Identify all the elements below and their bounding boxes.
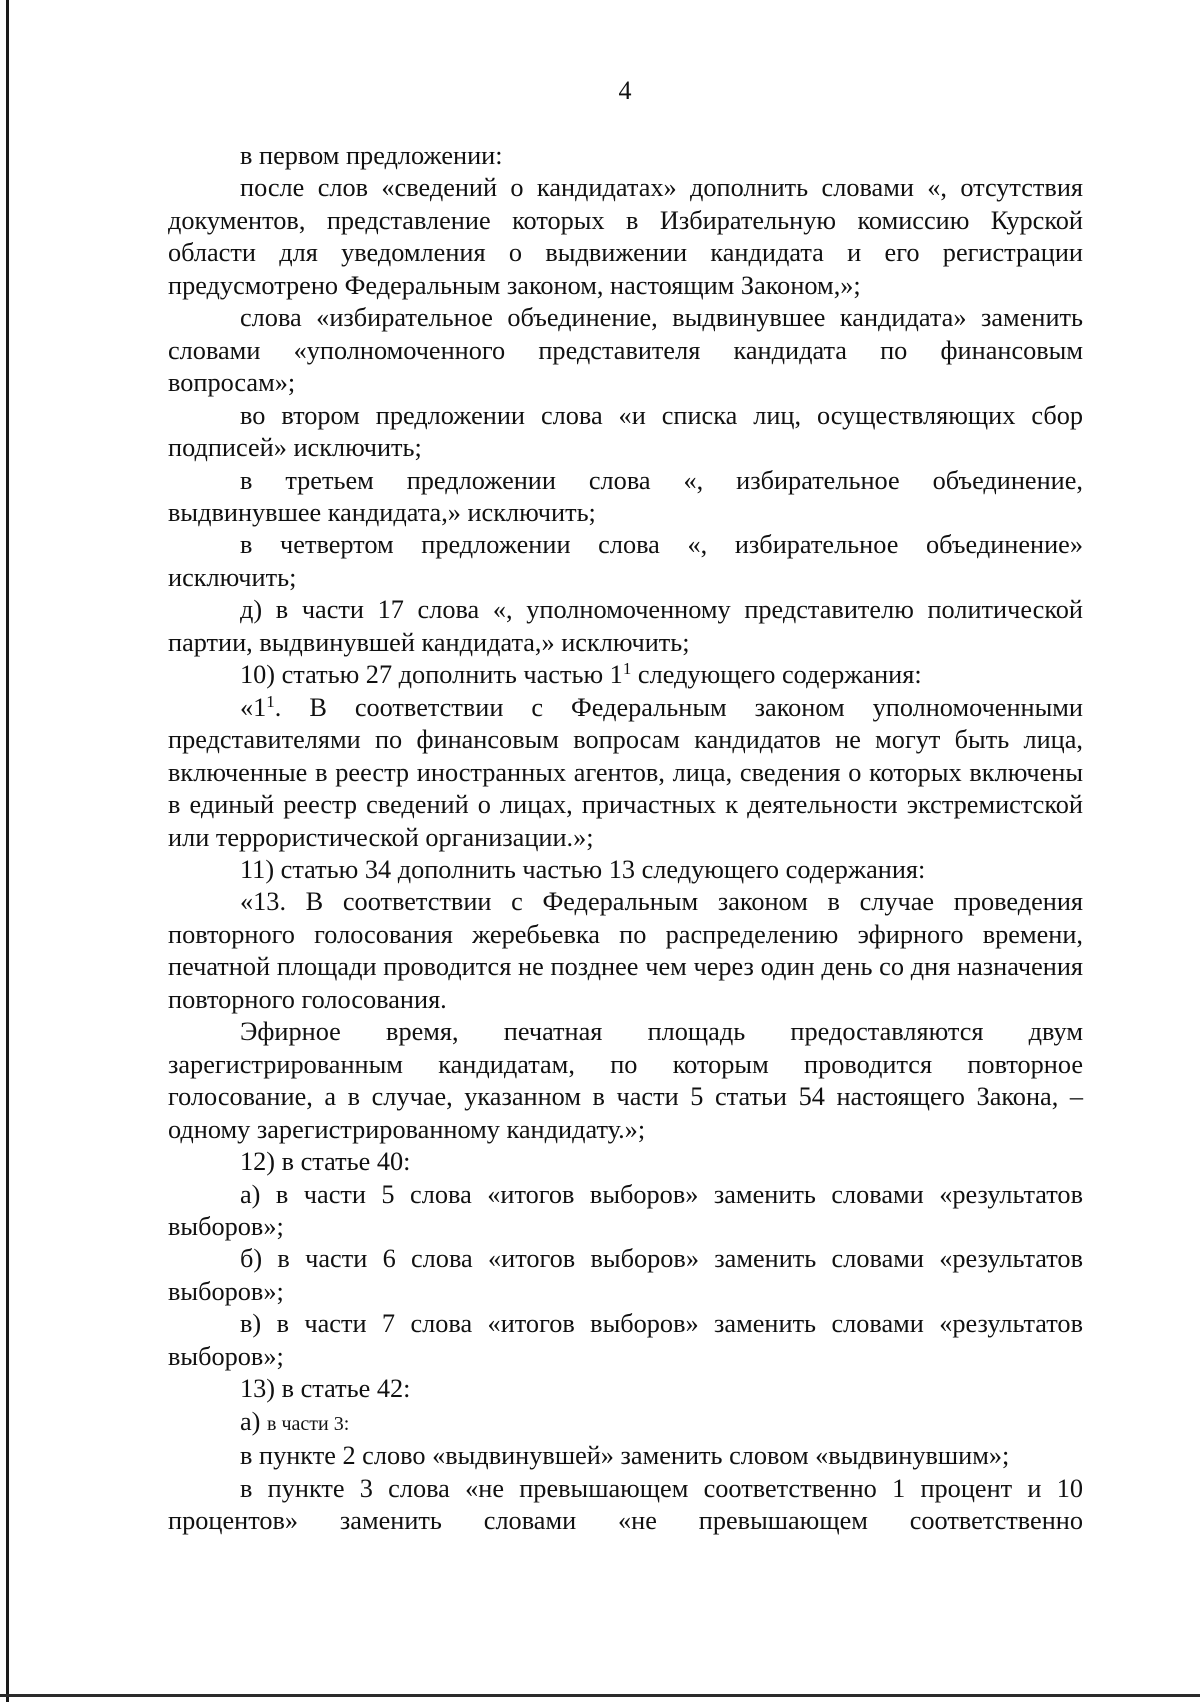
text-run-small: в части 3: — [267, 1412, 350, 1435]
paragraph: во втором предложении слова «и списка лиц, осуществляющих сбор подписей» исключить; — [168, 400, 1083, 463]
text-run: «1 — [240, 692, 267, 722]
paragraph: в) в части 7 слова «итогов выборов» заменить словами «результатов выборов»; — [168, 1309, 1083, 1371]
paragraph: 12) в статье 40: — [240, 1147, 411, 1177]
paragraph — [168, 659, 1083, 691]
text-run: а) — [240, 1406, 268, 1436]
paragraph: б) в части 6 слова «итогов выборов» заменить словами «результатов выборов»; — [168, 1244, 1083, 1306]
document-body — [168, 140, 1083, 1537]
paragraph — [168, 692, 1083, 854]
paragraph: в пункте 2 слово «выдвинувшей» заменить словом «выдвинувшим»; — [240, 1441, 1010, 1471]
paragraph: д) в части 17 слова «, уполномоченному представителю политической партии, выдвинувшей кандидата,» исключить; — [168, 595, 1083, 657]
paragraph: слова «избирательное объединение, выдвинувшее кандидата» заменить словами «уполномоченного представителя кандидата по финансовым вопросам»; — [168, 303, 1083, 398]
paragraph: в четвертом предложении слова «, избирательное объединение» исключить; — [168, 530, 1083, 592]
superscript: 1 — [622, 659, 632, 679]
paragraph — [168, 1406, 1083, 1440]
paragraph: 11) статью 34 дополнить частью 13 следующего содержания: — [240, 854, 926, 884]
page-number: 4 — [618, 76, 632, 105]
scan-edge-left — [6, 0, 9, 1702]
superscript: 1 — [266, 691, 275, 711]
scan-edge-bottom — [0, 1694, 1200, 1697]
text-run: следующего содержания: — [631, 660, 922, 690]
text-run: 10) статью 27 дополнить частью 1 — [240, 660, 623, 690]
paragraph: после слов «сведений о кандидатах» дополнить словами «, отсутствия документов, представление которых в Избирательную комиссию Курской области для уведомления о выдвижении кандидата и его регистрации предусмотрено Федеральным законом, настоящим Законом,»; — [168, 173, 1083, 300]
paragraph: в первом предложении: — [240, 141, 503, 170]
paragraph: «13. В соответствии с Федеральным законом в случае проведения повторного голосования жеребьевка по распределению эфирного времени, печатной площади проводится не позднее чем через один день со дня назначения повторного голосования. — [168, 887, 1083, 1014]
text-run: . В соответствии с Федеральным законом уполномоченными представителями по финансовым вопросам кандидатов не могут быть лица, включенные в реестр иностранных агентов, лица, сведения о которых включены в единый реестр сведений о лицах, причастных к деятельности экстремистской или террористической организации.»; — [168, 692, 1083, 852]
paragraph: а) в части 5 слова «итогов выборов» заменить словами «результатов выборов»; — [168, 1179, 1083, 1241]
paragraph: 13) в статье 42: — [240, 1374, 411, 1404]
paragraph: Эфирное время, печатная площадь предоставляются двум зарегистрированным кандидатам, по которым проводится повторное голосование, а в случае, указанном в части 5 статьи 54 настоящего Закона, – одному зарегистрированному кандидату.»; — [168, 1017, 1083, 1144]
paragraph: в пункте 3 слова «не превышающем соответственно 1 процент и 10 процентов» заменить словами «не превышающем соответственно — [168, 1473, 1083, 1536]
paragraph: в третьем предложении слова «, избирательное объединение, выдвинувшее кандидата,» исключить; — [168, 465, 1083, 527]
